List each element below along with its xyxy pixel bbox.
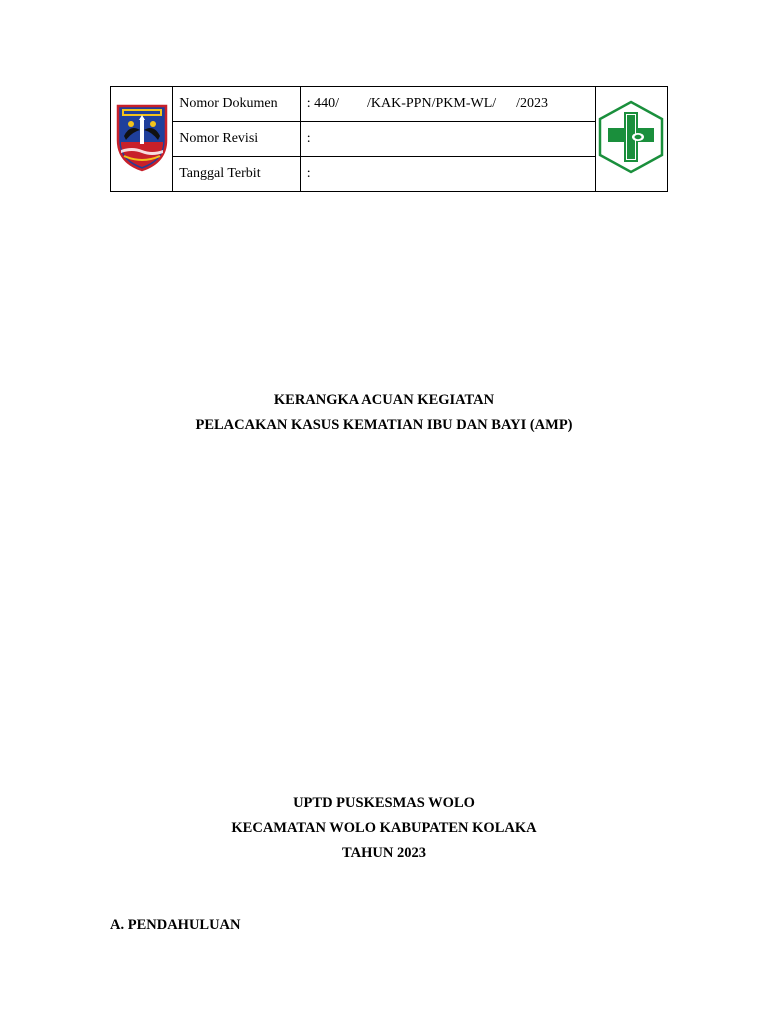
title-line-2: PELACAKAN KASUS KEMATIAN IBU DAN BAYI (AMP): [195, 417, 573, 433]
institution-line-1: UPTD PUSKESMAS WOLO: [293, 795, 475, 811]
document-title: [0, 388, 768, 438]
doc-number-value: [300, 87, 595, 122]
kolaka-regency-emblem-icon: [112, 100, 172, 174]
document-header-table: [110, 86, 668, 192]
right-logo-cell: [595, 87, 667, 192]
issue-date-label: Tanggal Terbit: [173, 157, 301, 192]
issue-date-value: :: [300, 157, 595, 192]
doc-number-code: /KAK-PPN/PKM-WL/: [367, 96, 497, 111]
section-heading-pendahuluan: A. PENDAHULUAN: [110, 917, 241, 933]
revision-number-value: :: [300, 122, 595, 157]
doc-number-label: Nomor Dokumen: [173, 87, 301, 122]
puskesmas-cross-icon: [596, 99, 666, 175]
institution-line-2: KECAMATAN WOLO KABUPATEN KOLAKA: [231, 820, 537, 836]
institution-line-3: TAHUN 2023: [342, 845, 426, 861]
revision-number-label: Nomor Revisi: [173, 122, 301, 157]
left-logo-cell: [111, 87, 173, 192]
title-line-1: KERANGKA ACUAN KEGIATAN: [273, 392, 495, 408]
doc-number-year: /2023: [516, 96, 549, 111]
institution-block: [0, 791, 768, 866]
doc-number-prefix: : 440/: [306, 96, 340, 111]
